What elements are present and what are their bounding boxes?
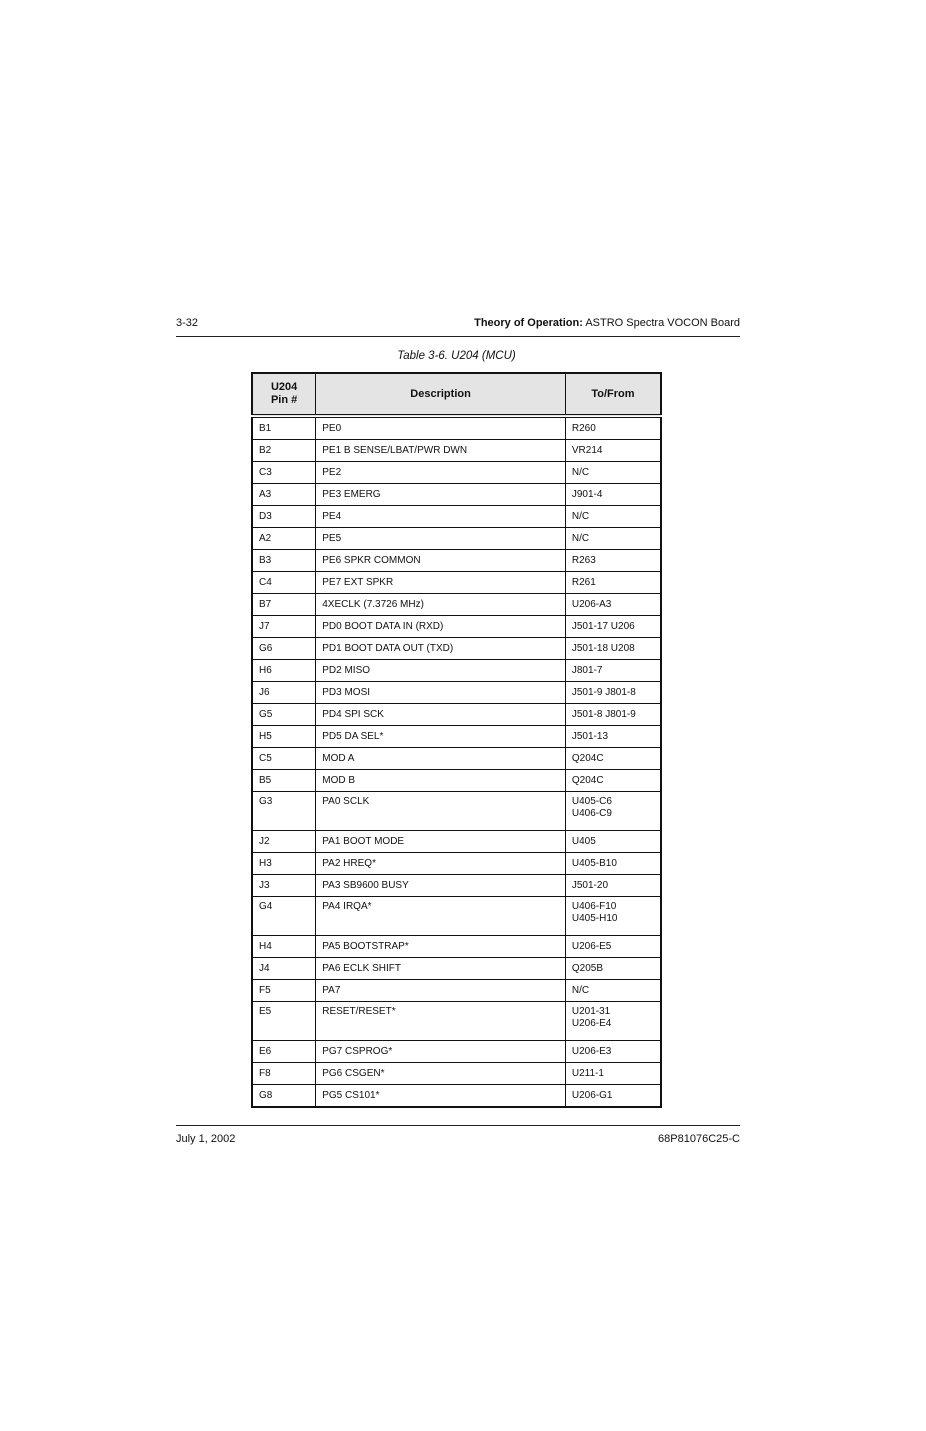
table-row (252, 748, 661, 770)
to-from-value: U405-H10 (571, 913, 618, 924)
description-cell: PA3 SB9600 BUSY (316, 875, 566, 897)
to-from-value: J501-9 J801-8 (571, 686, 636, 698)
to-from-cell (565, 660, 661, 682)
column-header-to-from: To/From (565, 373, 661, 416)
to-from-value: Q204C (571, 752, 604, 764)
to-from-cell (565, 875, 661, 897)
description-cell: PE4 (316, 506, 566, 528)
to-from-cell (565, 484, 661, 506)
table-row (252, 831, 661, 853)
to-from-cell (565, 1002, 661, 1041)
description-cell: PA4 IRQA* (316, 897, 566, 936)
description-cell: PE1 B SENSE/LBAT/PWR DWN (316, 440, 566, 462)
to-from-cell (565, 1041, 661, 1063)
table-row (252, 550, 661, 572)
to-from-cell (565, 792, 661, 831)
to-from-value: U405-C6 (571, 796, 612, 807)
pin-cell: B5 (252, 770, 316, 792)
to-from-cell (565, 550, 661, 572)
to-from-value: J501-13 (571, 730, 609, 742)
pin-cell: J7 (252, 616, 316, 638)
table-row (252, 1085, 661, 1108)
description-cell: RESET/RESET* (316, 1002, 566, 1041)
to-from-cell (565, 462, 661, 484)
to-from-value: J501-20 (571, 879, 609, 891)
to-from-cell (565, 528, 661, 550)
table-row (252, 853, 661, 875)
pin-cell: H4 (252, 936, 316, 958)
table-row (252, 875, 661, 897)
pin-cell: C5 (252, 748, 316, 770)
column-header-pin-line2: Pin # (270, 394, 298, 406)
to-from-value: U406-C9 (571, 808, 612, 819)
pin-cell: B3 (252, 550, 316, 572)
table-row (252, 440, 661, 462)
to-from-cell (565, 770, 661, 792)
section-title (474, 317, 740, 329)
table-row (252, 528, 661, 550)
pin-cell: C4 (252, 572, 316, 594)
description-cell: PD2 MISO (316, 660, 566, 682)
table-row (252, 726, 661, 748)
to-from-cell (565, 594, 661, 616)
pin-cell: H3 (252, 853, 316, 875)
to-from-value: N/C (571, 984, 590, 996)
table-row (252, 704, 661, 726)
pin-cell: J6 (252, 682, 316, 704)
description-cell: PE6 SPKR COMMON (316, 550, 566, 572)
table-row (252, 638, 661, 660)
description-cell: PD1 BOOT DATA OUT (TXD) (316, 638, 566, 660)
page-footer (176, 1125, 740, 1150)
to-from-value: U206-E4 (571, 1018, 612, 1029)
to-from-value: U405 (571, 835, 596, 847)
description-cell: PE0 (316, 416, 566, 440)
table-row (252, 660, 661, 682)
pin-cell: J3 (252, 875, 316, 897)
pin-cell: D3 (252, 506, 316, 528)
pin-cell: H5 (252, 726, 316, 748)
table-row (252, 416, 661, 440)
table-row (252, 572, 661, 594)
section-name: ASTRO Spectra VOCON Board (582, 317, 740, 329)
description-cell: PD3 MOSI (316, 682, 566, 704)
table-row (252, 616, 661, 638)
description-cell: PD0 BOOT DATA IN (RXD) (316, 616, 566, 638)
to-from-value: N/C (571, 532, 590, 544)
to-from-value: U406-F10 (571, 901, 617, 912)
pin-cell: G3 (252, 792, 316, 831)
to-from-cell (565, 572, 661, 594)
pin-cell: A3 (252, 484, 316, 506)
to-from-value: Q205B (571, 962, 604, 974)
table-row (252, 1041, 661, 1063)
pin-cell: J2 (252, 831, 316, 853)
description-cell: PA6 ECLK SHIFT (316, 958, 566, 980)
to-from-value: J501-18 U208 (571, 642, 635, 654)
pin-cell: C3 (252, 462, 316, 484)
pin-cell: G4 (252, 897, 316, 936)
to-from-value: J501-17 U206 (571, 620, 635, 632)
to-from-value: U211-1 (571, 1067, 604, 1079)
description-cell: 4XECLK (7.3726 MHz) (316, 594, 566, 616)
table-row (252, 1063, 661, 1085)
description-cell: PG6 CSGEN* (316, 1063, 566, 1085)
table-row (252, 506, 661, 528)
pin-cell: A2 (252, 528, 316, 550)
to-from-value: J801-7 (571, 664, 603, 676)
to-from-cell (565, 616, 661, 638)
pin-cell: J4 (252, 958, 316, 980)
to-from-cell (565, 704, 661, 726)
pin-cell: B1 (252, 416, 316, 440)
description-cell: PD4 SPI SCK (316, 704, 566, 726)
description-cell: PA1 BOOT MODE (316, 831, 566, 853)
to-from-cell (565, 682, 661, 704)
to-from-cell (565, 1063, 661, 1085)
to-from-value: J901-4 (571, 488, 603, 500)
pin-cell: G5 (252, 704, 316, 726)
description-cell: PE3 EMERG (316, 484, 566, 506)
description-cell: PA5 BOOTSTRAP* (316, 936, 566, 958)
page-header (176, 316, 740, 337)
pin-cell: G8 (252, 1085, 316, 1108)
to-from-value: N/C (571, 466, 590, 478)
to-from-value: U206-E5 (571, 940, 612, 952)
pin-cell: F8 (252, 1063, 316, 1085)
description-cell: PG5 CS101* (316, 1085, 566, 1108)
pin-cell: B7 (252, 594, 316, 616)
footer-doc-number: 68P81076C25-C (658, 1133, 740, 1145)
to-from-cell (565, 980, 661, 1002)
column-header-pin (252, 373, 316, 416)
pin-table (251, 372, 662, 1108)
description-cell: PA7 (316, 980, 566, 1002)
table-row (252, 958, 661, 980)
to-from-cell (565, 936, 661, 958)
to-from-value: R261 (571, 576, 596, 588)
table-row (252, 980, 661, 1002)
description-cell: MOD B (316, 770, 566, 792)
pin-cell: H6 (252, 660, 316, 682)
to-from-value: VR214 (571, 444, 603, 456)
description-cell: PG7 CSPROG* (316, 1041, 566, 1063)
description-cell: PE7 EXT SPKR (316, 572, 566, 594)
description-cell: PA2 HREQ* (316, 853, 566, 875)
to-from-value: R263 (571, 554, 596, 566)
to-from-cell (565, 416, 661, 440)
to-from-cell (565, 831, 661, 853)
table-row (252, 792, 661, 831)
table-body (252, 416, 661, 1107)
to-from-value: U206-G1 (571, 1089, 613, 1101)
description-cell: PE5 (316, 528, 566, 550)
table-row (252, 484, 661, 506)
description-cell: PE2 (316, 462, 566, 484)
page-number: 3-32 (176, 317, 199, 329)
to-from-cell (565, 748, 661, 770)
to-from-value: N/C (571, 510, 590, 522)
table-row (252, 770, 661, 792)
table-row (252, 462, 661, 484)
to-from-value: U405-B10 (571, 857, 617, 869)
to-from-value: U201-31 (571, 1006, 611, 1017)
description-cell: PD5 DA SEL* (316, 726, 566, 748)
column-header-description: Description (316, 373, 566, 416)
to-from-cell (565, 853, 661, 875)
pin-cell: G6 (252, 638, 316, 660)
pin-cell: E6 (252, 1041, 316, 1063)
to-from-cell (565, 726, 661, 748)
table-row (252, 897, 661, 936)
pin-cell: E5 (252, 1002, 316, 1041)
table-header-row (252, 373, 661, 416)
table-row (252, 936, 661, 958)
to-from-cell (565, 1085, 661, 1108)
table-row (252, 682, 661, 704)
to-from-cell (565, 638, 661, 660)
to-from-value: U206-A3 (571, 598, 612, 610)
table-caption: Table 3-6. U204 (MCU) (397, 350, 516, 362)
to-from-value: U206-E3 (571, 1045, 612, 1057)
section-label: Theory of Operation: (474, 317, 583, 329)
to-from-cell (565, 440, 661, 462)
to-from-value: Q204C (571, 774, 604, 786)
pin-cell: B2 (252, 440, 316, 462)
table-row (252, 594, 661, 616)
description-cell: MOD A (316, 748, 566, 770)
footer-date: July 1, 2002 (176, 1133, 236, 1145)
description-cell: PA0 SCLK (316, 792, 566, 831)
to-from-cell (565, 897, 661, 936)
column-header-pin-line1: U204 (270, 381, 298, 393)
to-from-cell (565, 958, 661, 980)
table-row (252, 1002, 661, 1041)
to-from-value: R260 (571, 422, 596, 434)
pin-cell: F5 (252, 980, 316, 1002)
to-from-value: J501-8 J801-9 (571, 708, 636, 720)
to-from-cell (565, 506, 661, 528)
